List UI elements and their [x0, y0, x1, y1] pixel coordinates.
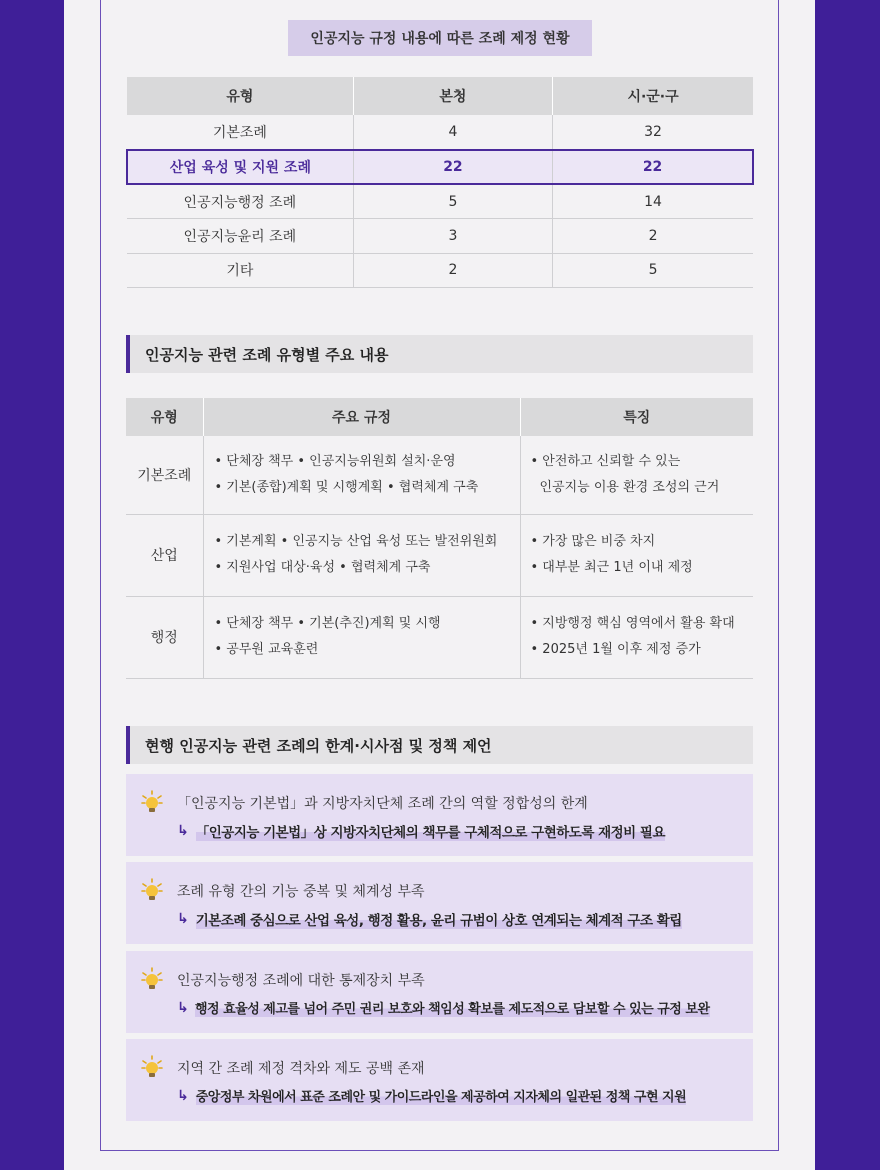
policy-card: [126, 774, 753, 856]
cell-type: 기타: [127, 253, 353, 288]
table-row: [127, 219, 753, 254]
policy-card: [126, 1039, 753, 1121]
header-features: 특징: [520, 398, 753, 436]
feature-line: • 가장 많은 비중 차지: [530, 534, 656, 549]
header-main-office: 본청: [353, 77, 552, 115]
solution-line: [177, 821, 665, 841]
enactment-status-table: [126, 77, 754, 288]
cell-city-county: 22: [553, 150, 753, 185]
table-row-highlighted: [127, 150, 753, 185]
lightbulb-icon: [140, 1055, 164, 1079]
rule-line: • 단체장 책무 • 기본(추진)계획 및 시행: [214, 616, 441, 631]
section-heading: 현행 인공지능 관련 조례의 한계·시사점 및 정책 제언: [126, 726, 753, 764]
rule-line: • 단체장 책무 • 인공지능위원회 설치·운영: [214, 453, 456, 469]
cell-features: [520, 514, 753, 596]
table-header-row: [127, 77, 753, 115]
header-type: 유형: [127, 77, 353, 115]
feature-line: • 안전하고 신뢰할 수 있는: [530, 453, 681, 469]
return-arrow-icon: ↳: [177, 911, 189, 927]
solution-line: [177, 909, 682, 929]
cell-main-office: 4: [353, 115, 552, 150]
header-type: 유형: [126, 398, 203, 436]
solution-text: 중앙정부 차원에서 표준 조례안 및 가이드라인을 제공하여 지자체의 일관된 정책 구현 지원: [196, 1086, 686, 1105]
cell-city-county: 2: [553, 219, 753, 254]
feature-line: • 지방행정 핵심 영역에서 활용 확대: [530, 616, 735, 631]
policy-card: [126, 951, 753, 1033]
cell-city-county: 5: [553, 253, 753, 288]
solution-line: [177, 998, 710, 1017]
cell-main-office: 22: [353, 150, 552, 185]
lightbulb-icon: [140, 790, 164, 814]
rule-line: • 공무원 교육훈련: [214, 642, 319, 657]
feature-line: 인공지능 이용 환경 조성의 근거: [539, 479, 720, 495]
issue-text: 조례 유형 간의 기능 중복 및 체계성 부족: [177, 884, 425, 900]
rule-line: • 지원사업 대상·육성 • 협력체계 구축: [214, 560, 431, 575]
lightbulb-icon: [140, 878, 164, 902]
table-row: [126, 436, 753, 514]
cell-city-county: 14: [553, 184, 753, 219]
cell-type: 인공지능윤리 조례: [127, 219, 353, 254]
policy-card: [126, 862, 753, 944]
header-city-county: 시·군·구: [553, 77, 753, 115]
cell-features: [520, 436, 753, 514]
return-arrow-icon: ↳: [177, 999, 188, 1016]
section-heading: 인공지능 관련 조례 유형별 주요 내용: [126, 335, 753, 373]
issue-text: 지역 간 조례 제정 격차와 제도 공백 존재: [177, 1061, 425, 1077]
issue-text: 인공지능행정 조례에 대한 통제장치 부족: [177, 973, 425, 989]
table-row: [127, 184, 753, 219]
rule-line: • 기본(종합)계획 및 시행계획 • 협력체계 구축: [214, 479, 479, 495]
table-row: [127, 115, 753, 150]
cell-rules: [203, 514, 520, 596]
cell-type: 산업 육성 및 지원 조례: [127, 150, 353, 185]
solution-text: 기본조례 중심으로 산업 육성, 행정 활용, 윤리 규범이 상호 연계되는 체계적 구조 확립: [196, 909, 682, 929]
cell-rules: [203, 596, 520, 678]
cell-main-office: 2: [353, 253, 552, 288]
lightbulb-icon: [140, 967, 164, 991]
table-header-row: [126, 398, 753, 436]
cell-type: 산업: [126, 514, 203, 596]
table-row: [126, 596, 753, 678]
cell-type: 행정: [126, 596, 203, 678]
return-arrow-icon: ↳: [177, 1087, 189, 1104]
solution-text: 행정 효율성 제고를 넘어 주민 권리 보호와 책임성 확보를 제도적으로 담보할 수 있는 규정 보완: [195, 998, 710, 1017]
header-rules: 주요 규정: [203, 398, 520, 436]
cell-features: [520, 596, 753, 678]
table-title: 인공지능 규정 내용에 따른 조례 제정 현황: [288, 20, 592, 56]
cell-type: 인공지능행정 조례: [127, 184, 353, 219]
cell-type: 기본조례: [126, 436, 203, 514]
ordinance-content-table: [126, 398, 753, 679]
table-row: [126, 514, 753, 596]
cell-rules: [203, 436, 520, 514]
cell-main-office: 3: [353, 219, 552, 254]
feature-line: • 2025년 1월 이후 제정 증가: [530, 642, 701, 657]
rule-line: • 기본계획 • 인공지능 산업 육성 또는 발전위원회: [214, 534, 498, 549]
solution-text: 「인공지능 기본법」상 지방자치단체의 책무를 구체적으로 구현하도록 재정비 필요: [196, 821, 665, 841]
issue-text: 「인공지능 기본법」과 지방자치단체 조례 간의 역할 정합성의 한계: [177, 796, 588, 812]
cell-main-office: 5: [353, 184, 552, 219]
solution-line: [177, 1086, 686, 1105]
cell-city-county: 32: [553, 115, 753, 150]
return-arrow-icon: ↳: [177, 823, 189, 839]
table-row: [127, 253, 753, 288]
feature-line: • 대부분 최근 1년 이내 제정: [530, 560, 693, 575]
cell-type: 기본조례: [127, 115, 353, 150]
